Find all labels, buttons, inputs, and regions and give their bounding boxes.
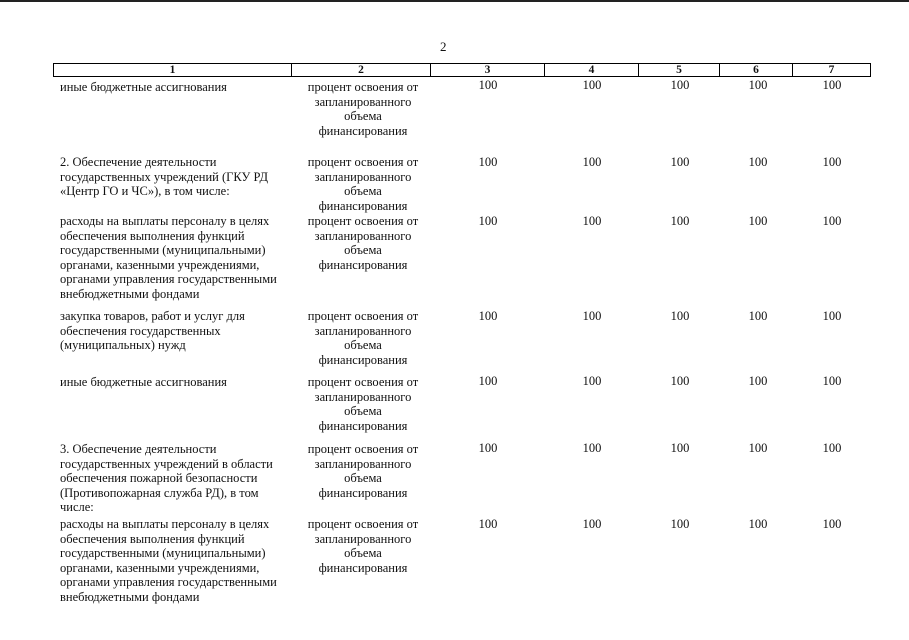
row-indicator <box>303 309 423 367</box>
row-value-col-4: 100 <box>582 78 602 92</box>
row-name-line: «Центр ГО и ЧС»), в том числе: <box>60 184 230 199</box>
row-value-col-4: 100 <box>582 517 602 531</box>
row-indicator-line: запланированного <box>314 456 412 471</box>
row-name-line: обеспечения выполнения функций <box>60 531 245 546</box>
row-indicator <box>303 442 423 500</box>
row-name-line: обеспечения пожарной безопасности <box>60 471 258 486</box>
row-value-col-7: 100 <box>822 441 842 455</box>
row-indicator-line: запланированного <box>314 228 412 243</box>
row-value-col-7: 100 <box>822 374 842 388</box>
row-name-line: иные бюджетные ассигнования <box>60 375 227 389</box>
row-value-col-5: 100 <box>670 374 690 388</box>
row-name-line: органами, казенными учреждениями, <box>60 560 260 575</box>
row-value-col-5: 100 <box>670 441 690 455</box>
row-name-line: внебюджетными фондами <box>60 589 200 604</box>
row-indicator-line: запланированного <box>314 94 412 109</box>
header-col-1: 1 <box>54 64 292 76</box>
row-value-col-5: 100 <box>670 309 690 323</box>
row-indicator-line: объема <box>344 109 382 124</box>
row-value-col-7: 100 <box>822 309 842 323</box>
row-indicator-line: запланированного <box>314 389 412 404</box>
row-value-col-3: 100 <box>478 155 498 169</box>
row-indicator <box>303 155 423 213</box>
row-indicator <box>303 214 423 272</box>
row-name <box>60 155 292 199</box>
row-value-col-4: 100 <box>582 441 602 455</box>
row-name <box>60 375 292 390</box>
row-name <box>60 309 292 353</box>
row-indicator-line: запланированного <box>314 169 412 184</box>
row-value-col-7: 100 <box>822 78 842 92</box>
row-name-line: закупка товаров, работ и услуг для <box>60 309 245 323</box>
row-indicator-line: процент освоения от <box>307 375 419 389</box>
row-value-col-7: 100 <box>822 155 842 169</box>
row-name <box>60 517 292 605</box>
row-value-col-6: 100 <box>748 517 768 531</box>
row-indicator-line: финансирования <box>318 123 408 138</box>
row-value-col-7: 100 <box>822 214 842 228</box>
row-indicator-line: финансирования <box>318 352 408 367</box>
top-border-line <box>0 0 909 2</box>
row-value-col-5: 100 <box>670 78 690 92</box>
row-name-line: государственных учреждений (ГКУ РД <box>60 169 268 184</box>
row-name-line: органами, казенными учреждениями, <box>60 257 260 272</box>
row-indicator-line: объема <box>344 471 382 486</box>
row-name-line: обеспечения государственных <box>60 323 221 338</box>
row-name-line: (Противопожарная служба РД), в том <box>60 485 259 500</box>
row-value-col-6: 100 <box>748 78 768 92</box>
row-name-line: государственными (муниципальными) <box>60 546 266 561</box>
header-col-5: 5 <box>639 64 720 76</box>
row-indicator <box>303 375 423 433</box>
header-col-2: 2 <box>292 64 431 76</box>
header-col-4: 4 <box>545 64 639 76</box>
row-indicator-line: финансирования <box>318 418 408 433</box>
row-name-line: государственных учреждений в области <box>60 456 273 471</box>
header-col-3: 3 <box>431 64 545 76</box>
row-value-col-5: 100 <box>670 517 690 531</box>
row-name <box>60 214 292 302</box>
row-indicator-line: финансирования <box>318 560 408 575</box>
row-indicator-line: запланированного <box>314 531 412 546</box>
row-indicator-line: процент освоения от <box>307 155 419 169</box>
row-value-col-4: 100 <box>582 155 602 169</box>
row-name-line: обеспечения выполнения функций <box>60 228 245 243</box>
row-value-col-6: 100 <box>748 374 768 388</box>
row-value-col-5: 100 <box>670 155 690 169</box>
row-value-col-3: 100 <box>478 374 498 388</box>
row-value-col-3: 100 <box>478 441 498 455</box>
page-number: 2 <box>440 39 447 54</box>
row-value-col-5: 100 <box>670 214 690 228</box>
row-name-line: государственными (муниципальными) <box>60 243 266 258</box>
row-name-line: (муниципальных) нужд <box>60 338 186 353</box>
row-indicator-line: финансирования <box>318 198 408 213</box>
row-name-line: расходы на выплаты персоналу в целях <box>60 517 270 531</box>
row-name-line: числе: <box>60 500 94 515</box>
row-name <box>60 442 292 515</box>
row-indicator-line: объема <box>344 546 382 561</box>
row-name-line: 2. Обеспечение деятельности <box>60 155 217 169</box>
row-indicator-line: финансирования <box>318 257 408 272</box>
row-value-col-4: 100 <box>582 309 602 323</box>
row-name-line: органами управления государственными <box>60 272 277 287</box>
row-indicator-line: финансирования <box>318 485 408 500</box>
row-name-line: расходы на выплаты персоналу в целях <box>60 214 270 228</box>
row-value-col-3: 100 <box>478 309 498 323</box>
row-indicator-line: объема <box>344 243 382 258</box>
row-indicator-line: процент освоения от <box>307 214 419 228</box>
row-indicator-line: процент освоения от <box>307 309 419 323</box>
header-col-7: 7 <box>828 64 835 76</box>
row-name-line: 3. Обеспечение деятельности <box>60 442 217 456</box>
row-indicator-line: процент освоения от <box>307 517 419 531</box>
row-indicator-line: объема <box>344 404 382 419</box>
row-value-col-6: 100 <box>748 309 768 323</box>
row-indicator-line: процент освоения от <box>307 80 419 94</box>
row-value-col-3: 100 <box>478 78 498 92</box>
row-name-line: иные бюджетные ассигнования <box>60 80 227 94</box>
row-value-col-6: 100 <box>748 441 768 455</box>
row-value-col-3: 100 <box>478 214 498 228</box>
row-name-line: органами управления государственными <box>60 575 277 590</box>
row-indicator <box>303 80 423 138</box>
row-name-line: внебюджетными фондами <box>60 286 200 301</box>
row-value-col-7: 100 <box>822 517 842 531</box>
row-value-col-6: 100 <box>748 214 768 228</box>
table-header-row <box>53 63 871 77</box>
row-indicator-line: объема <box>344 184 382 199</box>
row-value-col-6: 100 <box>748 155 768 169</box>
row-indicator-line: запланированного <box>314 323 412 338</box>
row-value-col-3: 100 <box>478 517 498 531</box>
row-name <box>60 80 292 95</box>
header-col-6: 6 <box>720 64 793 76</box>
row-value-col-4: 100 <box>582 374 602 388</box>
row-value-col-4: 100 <box>582 214 602 228</box>
row-indicator-line: объема <box>344 338 382 353</box>
row-indicator-line: процент освоения от <box>307 442 419 456</box>
row-indicator <box>303 517 423 575</box>
